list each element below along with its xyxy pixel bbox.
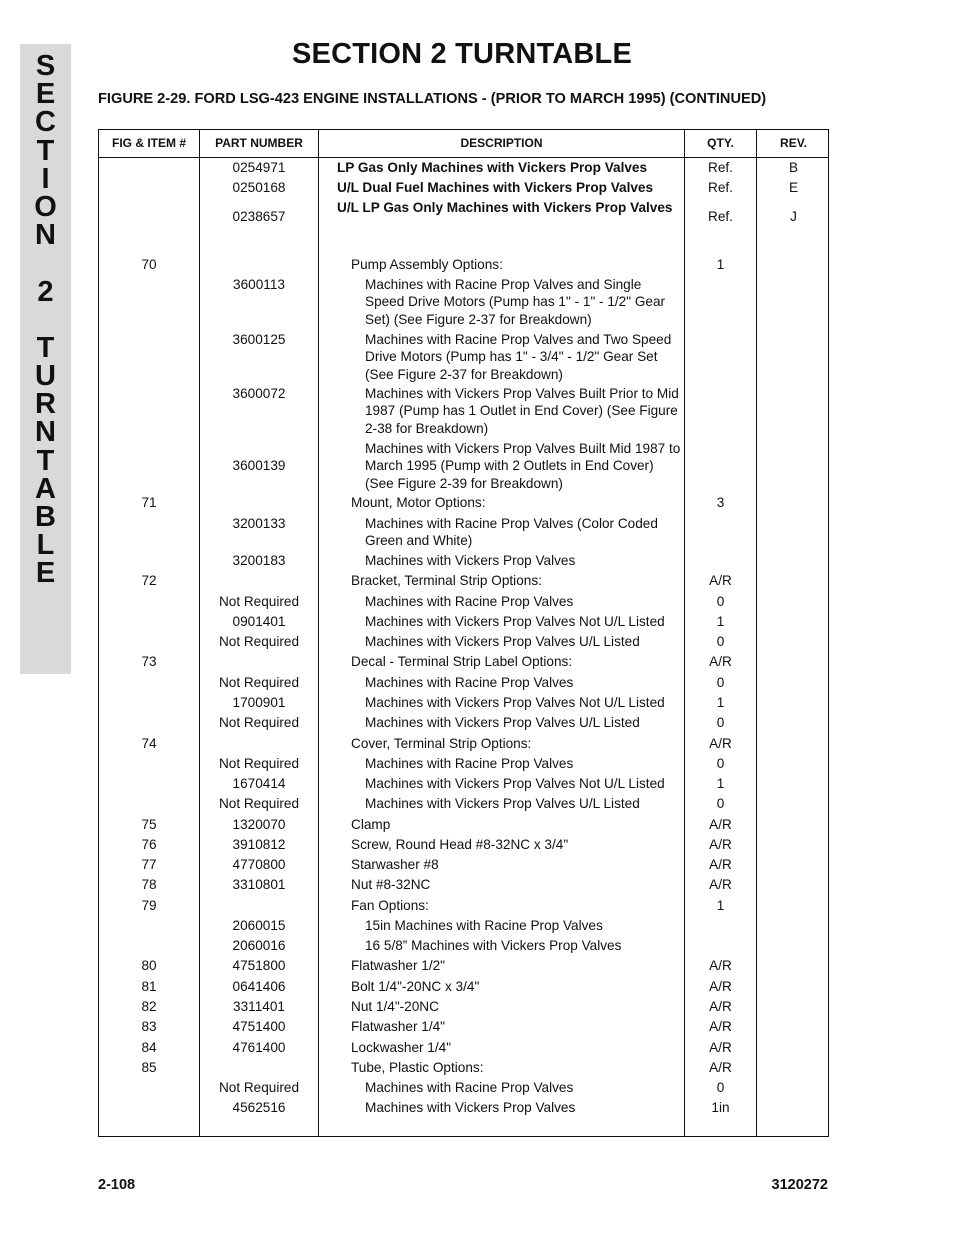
- qty-cell: 0: [716, 634, 725, 649]
- side-tab-letter: N: [35, 416, 56, 449]
- part-number-cell: 3200183: [232, 553, 286, 568]
- side-tab-letter: L: [36, 529, 55, 562]
- fig-item-cell: 81: [141, 979, 157, 994]
- side-tab-letter: I: [41, 162, 50, 195]
- description-cell: Machines with Vickers Prop Valves: [365, 553, 576, 568]
- description-cell: Machines with Racine Prop Valves and Single Speed Drive Motors (Pump has 1" - 1" - 1/2" Gear Set) (See Figure 2-37 for Breakdown): [365, 277, 666, 327]
- side-tab-letter: C: [35, 106, 56, 139]
- side-tab-letter: T: [36, 444, 55, 477]
- part-number-cell: 3600072: [232, 386, 286, 401]
- qty-cell: 1: [716, 257, 725, 272]
- side-tab-letter: 2: [37, 275, 54, 308]
- qty-cell: 1: [716, 776, 725, 791]
- header-fig-item: FIG & ITEM #: [111, 136, 186, 150]
- description-cell: Machines with Racine Prop Valves (Color Coded Green and White): [365, 516, 658, 549]
- qty-cell: A/R: [709, 877, 732, 892]
- description-cell: Pump Assembly Options:: [351, 257, 503, 272]
- side-tab-letter: E: [35, 557, 56, 590]
- header-qty: QTY.: [707, 136, 734, 150]
- rev-cell: B: [788, 160, 799, 175]
- page-title: [0, 38, 954, 71]
- column-divider: [318, 130, 319, 1136]
- rev-cell: E: [788, 180, 799, 195]
- qty-cell: A/R: [709, 573, 732, 588]
- part-number-cell: 3910812: [232, 837, 286, 852]
- description-cell: U/L LP Gas Only Machines with Vickers Prop Valves: [337, 200, 673, 215]
- header-rev: REV.: [780, 136, 807, 150]
- fig-item-cell: 74: [141, 736, 157, 751]
- part-number-cell: 3600125: [232, 332, 286, 347]
- description-cell: Flatwasher 1/2": [351, 958, 445, 973]
- description-cell: Bolt 1/4"-20NC x 3/4": [351, 979, 480, 994]
- qty-cell: 3: [716, 495, 725, 510]
- description-cell: Starwasher #8: [351, 857, 439, 872]
- qty-cell: 1: [716, 695, 725, 710]
- description-cell: Fan Options:: [351, 898, 429, 913]
- description-cell: Lockwasher 1/4": [351, 1040, 452, 1055]
- part-number-cell: 1700901: [232, 695, 286, 710]
- description-cell: Clamp: [351, 817, 391, 832]
- description-cell: LP Gas Only Machines with Vickers Prop Valves: [337, 160, 648, 175]
- description-cell: Machines with Vickers Prop Valves U/L Listed: [365, 715, 640, 730]
- part-number-cell: 3600113: [233, 277, 285, 292]
- qty-cell: A/R: [709, 999, 732, 1014]
- fig-item-cell: 79: [141, 898, 157, 913]
- page-number: 2-108: [98, 1177, 136, 1193]
- part-number-cell: 0641406: [232, 979, 286, 994]
- side-tab-letter: N: [35, 219, 56, 252]
- qty-cell: Ref.: [708, 160, 733, 175]
- qty-cell: 0: [716, 1080, 725, 1095]
- part-number-cell: 3311401: [233, 999, 285, 1014]
- fig-item-cell: 80: [141, 958, 157, 973]
- fig-item-cell: 76: [141, 837, 157, 852]
- fig-item-cell: 75: [141, 817, 157, 832]
- qty-cell: 0: [716, 594, 725, 609]
- part-number-cell: 2060016: [232, 938, 286, 953]
- side-tab-letter: R: [35, 388, 56, 421]
- side-tab-letter: O: [34, 190, 57, 223]
- qty-cell: 0: [716, 675, 725, 690]
- fig-item-cell: 77: [141, 857, 157, 872]
- part-number-cell: 4751400: [232, 1019, 286, 1034]
- part-number-cell: 3200133: [232, 516, 286, 531]
- document-number: 3120272: [771, 1177, 828, 1193]
- part-number-cell: Not Required: [218, 1080, 300, 1095]
- part-number-cell: 4562516: [232, 1100, 286, 1115]
- side-tab-letter: T: [36, 134, 55, 167]
- qty-cell: A/R: [709, 1060, 732, 1075]
- fig-item-cell: 73: [141, 654, 157, 669]
- side-tab-letter: E: [35, 78, 56, 111]
- side-tab-letter: [41, 249, 49, 277]
- description-cell: 16 5/8” Machines with Vickers Prop Valves: [365, 938, 622, 953]
- fig-item-cell: 85: [141, 1060, 157, 1075]
- qty-cell: A/R: [709, 1019, 732, 1034]
- description-cell: Machines with Vickers Prop Valves Built Mid 1987 to March 1995 (Pump with 2 Outlets in End Cover) (See Figure 2-39 for Breakdown): [365, 441, 681, 491]
- header-description: DESCRIPTION: [460, 136, 543, 150]
- side-tab-letter: B: [35, 501, 56, 533]
- qty-cell: A/R: [709, 857, 732, 872]
- qty-cell: A/R: [709, 958, 732, 973]
- part-number-cell: Not Required: [218, 675, 300, 690]
- column-divider: [756, 130, 757, 1136]
- description-cell: Machines with Racine Prop Valves and Two Speed Drive Motors (Pump has 1" - 3/4" - 1/2" Gear Set (See Figure 2-37 for Breakdown): [365, 332, 672, 382]
- side-tab-letter: S: [35, 50, 56, 82]
- description-cell: Machines with Racine Prop Valves: [365, 675, 574, 690]
- description-cell: Tube, Plastic Options:: [351, 1060, 484, 1075]
- rev-cell: J: [790, 209, 797, 224]
- fig-item-cell: 78: [141, 877, 157, 892]
- header-part-number: PART NUMBER: [215, 136, 303, 150]
- description-cell: Machines with Vickers Prop Valves: [365, 1100, 576, 1115]
- fig-item-cell: 72: [141, 573, 157, 588]
- part-number-cell: Not Required: [218, 796, 300, 811]
- description-cell: Machines with Racine Prop Valves: [365, 594, 574, 609]
- part-number-cell: Not Required: [218, 756, 300, 771]
- description-cell: Screw, Round Head #8-32NC x 3/4": [351, 837, 569, 852]
- part-number-cell: Not Required: [218, 634, 300, 649]
- fig-item-cell: 71: [141, 495, 157, 510]
- part-number-cell: 4761400: [232, 1040, 286, 1055]
- qty-cell: A/R: [709, 1040, 732, 1055]
- fig-item-cell: 82: [141, 999, 157, 1014]
- part-number-cell: 2060015: [232, 918, 286, 933]
- fig-item-cell: 70: [141, 257, 157, 272]
- description-cell: Machines with Vickers Prop Valves U/L Listed: [365, 796, 640, 811]
- part-number-cell: 0254971: [232, 160, 286, 175]
- description-cell: Machines with Vickers Prop Valves Built Prior to Mid 1987 (Pump has 1 Outlet in End Cover) (See Figure 2-38 for Breakdown): [365, 386, 679, 436]
- qty-cell: 0: [716, 756, 725, 771]
- fig-item-cell: 84: [141, 1040, 157, 1055]
- description-cell: Machines with Racine Prop Valves: [365, 756, 574, 771]
- part-number-cell: 3600139: [232, 458, 286, 473]
- side-tab-letter: A: [35, 472, 56, 505]
- part-number-cell: 0901401: [232, 614, 286, 629]
- part-number-cell: Not Required: [218, 715, 300, 730]
- description-cell: Nut #8-32NC: [351, 877, 431, 892]
- description-cell: Nut 1/4"-20NC: [351, 999, 439, 1014]
- description-cell: Flatwasher 1/4": [351, 1019, 445, 1034]
- part-number-cell: 0238657: [232, 209, 286, 224]
- qty-cell: Ref.: [708, 209, 733, 224]
- qty-cell: Ref.: [708, 180, 733, 195]
- part-number-cell: Not Required: [218, 594, 300, 609]
- qty-cell: 1: [716, 898, 725, 913]
- part-number-cell: 4751800: [232, 958, 286, 973]
- side-tab-letter: [41, 306, 49, 334]
- description-cell: Machines with Vickers Prop Valves Not U/L Listed: [365, 695, 665, 710]
- qty-cell: 1: [716, 614, 725, 629]
- description-cell: Machines with Vickers Prop Valves U/L Listed: [365, 634, 640, 649]
- description-cell: Mount, Motor Options:: [351, 495, 486, 510]
- part-number-cell: 1670414: [232, 776, 286, 791]
- figure-caption: FIGURE 2-29. FORD LSG-423 ENGINE INSTALLATIONS - (PRIOR TO MARCH 1995) (CONTINUED): [98, 91, 767, 107]
- qty-cell: 0: [716, 715, 725, 730]
- description-cell: Machines with Vickers Prop Valves Not U/L Listed: [365, 776, 665, 791]
- description-cell: Machines with Racine Prop Valves: [365, 1080, 574, 1095]
- part-number-cell: 4770800: [232, 857, 286, 872]
- part-number-cell: 0250168: [232, 180, 286, 195]
- fig-item-cell: 83: [141, 1019, 157, 1034]
- qty-cell: A/R: [709, 979, 732, 994]
- description-cell: 15in Machines with Racine Prop Valves: [365, 918, 603, 933]
- parts-table: [98, 129, 829, 1137]
- description-cell: Decal - Terminal Strip Label Options:: [351, 654, 573, 669]
- side-tab-letter: U: [35, 360, 56, 393]
- description-cell: Bracket, Terminal Strip Options:: [351, 573, 542, 588]
- part-number-cell: 3310801: [232, 877, 286, 892]
- part-number-cell: 1320070: [232, 817, 286, 832]
- qty-cell: A/R: [709, 837, 732, 852]
- description-cell: Cover, Terminal Strip Options:: [351, 736, 532, 751]
- side-tab-letter: T: [36, 331, 55, 364]
- header-divider: [99, 157, 828, 158]
- qty-cell: A/R: [709, 654, 732, 669]
- page-title-text: SECTION 2 TURNTABLE: [292, 38, 632, 70]
- section-side-tab-label: [20, 52, 71, 588]
- qty-cell: A/R: [709, 817, 732, 832]
- qty-cell: 1in: [711, 1100, 730, 1115]
- qty-cell: 0: [716, 796, 725, 811]
- qty-cell: A/R: [709, 736, 732, 751]
- description-cell: U/L Dual Fuel Machines with Vickers Prop Valves: [337, 180, 654, 195]
- description-cell: Machines with Vickers Prop Valves Not U/L Listed: [365, 614, 665, 629]
